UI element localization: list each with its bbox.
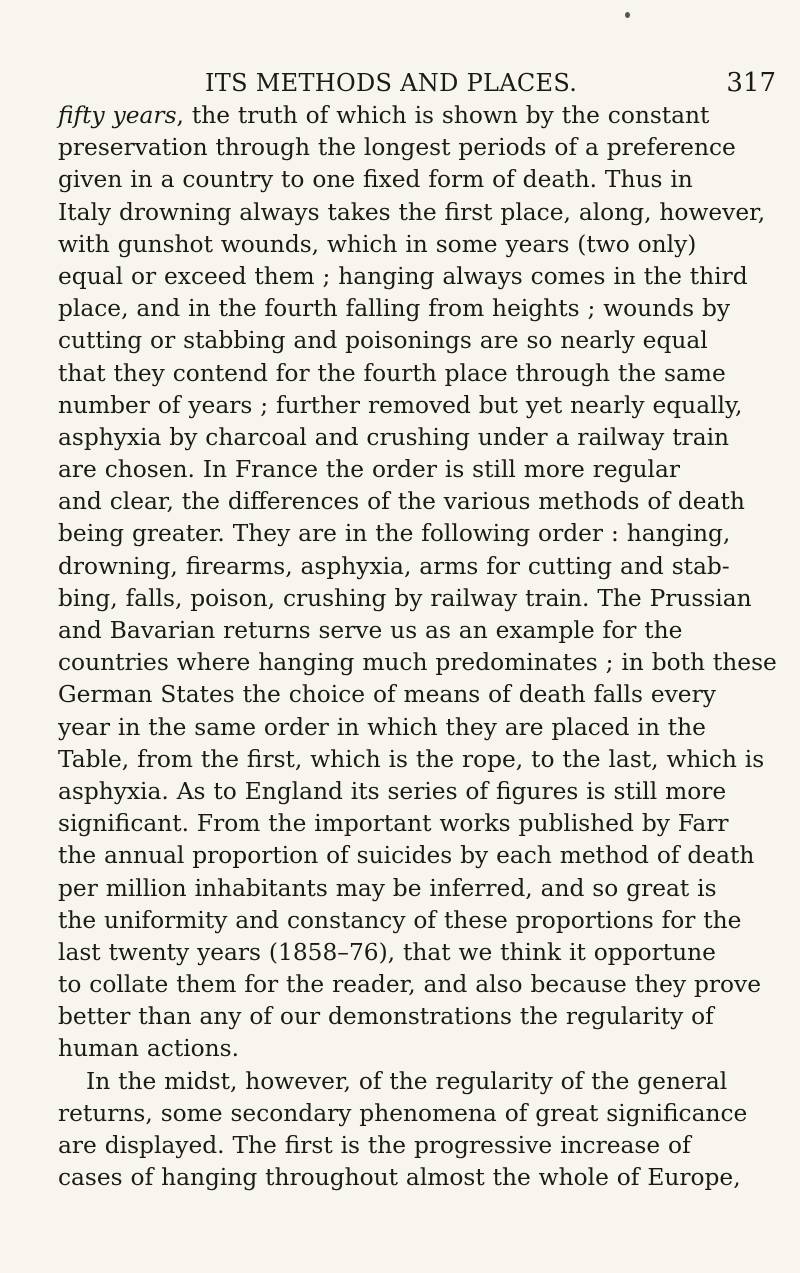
text-line: Italy drowning always takes the first place, along, however, bbox=[58, 198, 766, 226]
text-line: are displayed. The first is the progressive increase of bbox=[58, 1132, 691, 1159]
text-line: to collate them for the reader, and also because they prove bbox=[58, 971, 761, 999]
text-line: drowning, firearms, asphyxia, arms for cutting and stab- bbox=[58, 552, 730, 580]
text-line: the annual proportion of suicides by each method of death bbox=[58, 842, 755, 870]
text-line: last twenty years (1858–76), that we think it opportune bbox=[58, 938, 716, 966]
text-line: countries where hanging much predominates ; in both these bbox=[58, 649, 777, 677]
text-line: preservation through the longest periods of a preference bbox=[58, 134, 736, 162]
text-line: place, and in the fourth falling from heights ; wounds by bbox=[58, 295, 731, 323]
text-line: asphyxia by charcoal and crushing under a railway train bbox=[58, 423, 730, 451]
text-line: Table, from the first, which is the rope, to the last, which is bbox=[58, 745, 765, 773]
running-head bbox=[55, 66, 780, 100]
text-line: German States the choice of means of death falls every bbox=[58, 681, 716, 709]
text-line: In the midst, however, of the regularity of the general bbox=[86, 1067, 728, 1095]
running-title: ITS METHODS AND PLACES. bbox=[205, 69, 578, 97]
text-line: are chosen. In France the order is still more regular bbox=[58, 456, 681, 484]
page-number: 317 bbox=[726, 68, 776, 98]
text-line: that they contend for the fourth place through the same bbox=[58, 359, 726, 387]
text-line: cutting or stabbing and poisonings are so nearly equal bbox=[58, 327, 708, 355]
italic-phrase: fifty years bbox=[58, 102, 177, 129]
text-line: asphyxia. As to England its series of figures is still more bbox=[58, 777, 727, 805]
text-line: and Bavarian returns serve us as an example for the bbox=[58, 617, 683, 644]
text-line: with gunshot wounds, which in some years (two only) bbox=[58, 230, 697, 258]
text-line: per million inhabitants may be inferred, and so great is bbox=[58, 874, 717, 902]
line-text: , the truth of which is shown by the constant bbox=[176, 102, 710, 129]
text-line: given in a country to one fixed form of death. Thus in bbox=[58, 166, 693, 194]
text-line: human actions. bbox=[58, 1035, 240, 1063]
text-line: being greater. They are in the following order : hanging, bbox=[58, 520, 731, 548]
text-line bbox=[58, 100, 794, 132]
paragraph bbox=[58, 100, 794, 1066]
text-line: cases of hanging throughout almost the whole of Europe, bbox=[58, 1164, 741, 1192]
text-line: better than any of our demonstrations the regularity of bbox=[58, 1003, 714, 1031]
text-line: number of years ; further removed but yet nearly equally, bbox=[58, 391, 743, 419]
text-line: equal or exceed them ; hanging always comes in the third bbox=[58, 262, 748, 290]
text-line: the uniformity and constancy of these proportions for the bbox=[58, 906, 742, 934]
ink-speck bbox=[625, 12, 630, 18]
text-line: bing, falls, poison, crushing by railway train. The Prussian bbox=[58, 584, 752, 612]
text-line: returns, some secondary phenomena of great significance bbox=[58, 1099, 748, 1127]
body-text bbox=[58, 100, 794, 1194]
text-line: and clear, the differences of the various methods of death bbox=[58, 488, 745, 516]
text-line: year in the same order in which they are placed in the bbox=[58, 713, 706, 741]
paragraph bbox=[58, 1066, 794, 1195]
text-line: significant. From the important works published by Farr bbox=[58, 810, 729, 838]
